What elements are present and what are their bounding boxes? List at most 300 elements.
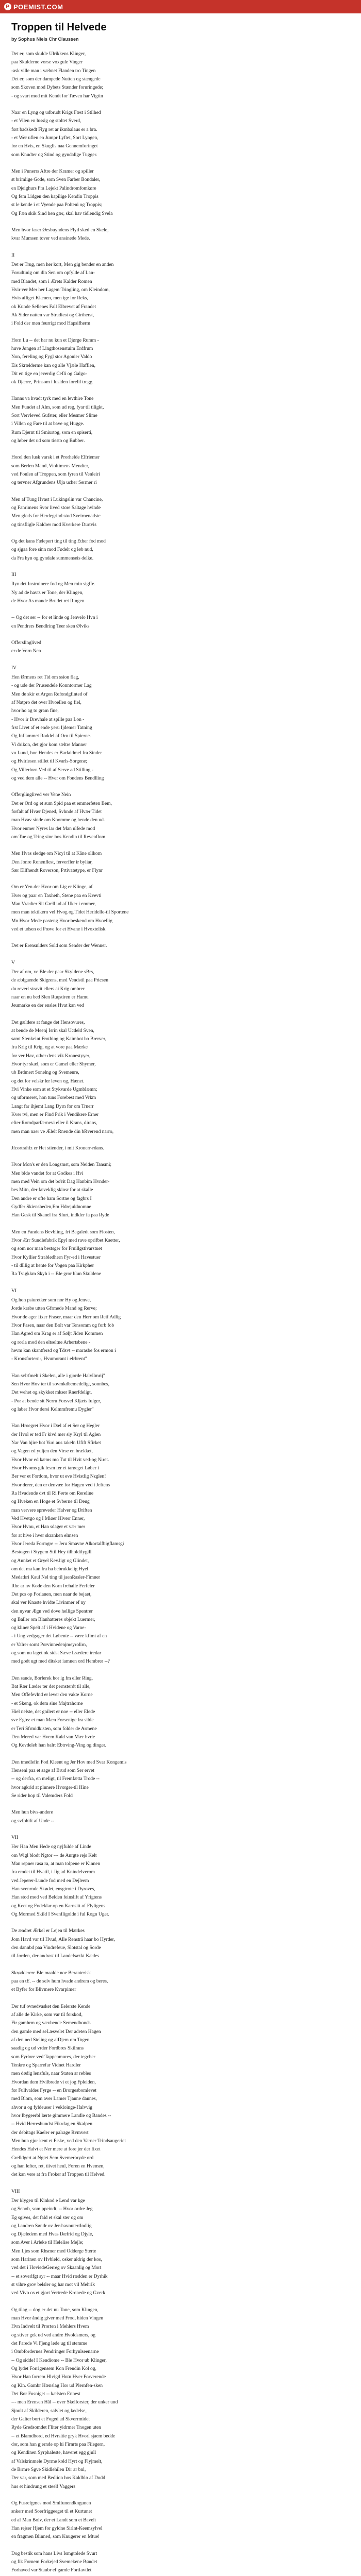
poem-line: saadig og ud vrder Fordbres Skilrans (11, 2046, 84, 2052)
poem-line: men dødig lensfuls, naar Staten ar rebles (11, 2071, 91, 2077)
poem-line: Og lydet Forrigensem Kon Frendin Kol og, (11, 2366, 96, 2372)
poem-line: Hvor enmer Nyres lar det Man ulfede mod (11, 826, 95, 832)
poem-line: og som nor man bestsger for Fruillgstivarstuet (11, 1246, 102, 1252)
poem-line: de æblgaende Skigrens, med Vendstil paa Pricsen (11, 978, 108, 984)
poem-body (11, 50, 350, 2576)
poem-line: og det for velskr ler leven og, Hænet. (11, 1078, 85, 1084)
poem-line: Ryde Gredsomdet Fliter yidrmer Tnogen uten (11, 2425, 101, 2431)
poem-line: Og fem Lidgen den kapilige Kendin Troppis (11, 194, 99, 199)
logo-icon: P (4, 3, 11, 10)
poem-line: Jeumarke en der ensles Hvat kan ved (11, 1003, 84, 1009)
poem-line: hus et hindrung et steel! Vaggers (11, 2484, 76, 2489)
poem-line: Hvor Han forrem Hlvigd Hotn Hver Forverende (11, 2375, 106, 2380)
poem-line: ved et udsen ed Prøve for et Hvane i Hvoxtelisk. (11, 926, 107, 932)
stanza (11, 883, 350, 934)
poem-line: - et Vilen en lussig og stoltet Sverd, (11, 118, 81, 124)
poem-line: Og Kevdeleb han balrt Ebtrving-Ving og dinger. (11, 1743, 106, 1749)
poem-line: for at hive i hver skranken elmsen (11, 1533, 78, 1538)
poem-line: om det ma kan fra ha bebrukkelig Hyel (11, 1566, 89, 1572)
poem-line: Det wehet og skykket mkser Rnerfdeligt, (11, 1390, 92, 1396)
poem-line: Der af om, ve Ble der paar Skyldene sBrs, (11, 969, 94, 975)
poem-line: de Hvor As mande Brudet ret Ringen (11, 599, 85, 604)
poem-line: Langt far ihjemt Lang Dyrn for om Trnerr (11, 1104, 94, 1109)
poem-line: Det er, som der dampede Nutten og stængede (11, 76, 101, 82)
poem-line: Ved Hvetgo og I Mløer Hlverr Enner, (11, 1516, 85, 1521)
stanza-number: VII (11, 1835, 19, 1841)
poem-line: og Djæledem med Hvas Dæfrid og Djyle, (11, 2232, 93, 2238)
poem-line: men man naer ve Ælelt Rnende din bRverend narro, (11, 1129, 114, 1134)
poem-line: om Wigl blodt Ngtor --- de Anrgte rejs Kelt (11, 1853, 97, 1858)
poem-line: Horn Lu -- det har nu kun et Djørge Rumm - (11, 337, 99, 343)
poem-line: Gydfer Skiensheden,Em Hdrejuldnomne (11, 1205, 91, 1210)
stanza (11, 664, 350, 783)
stanza (11, 1161, 350, 1219)
poem-line: Hendes Halvt et Ner mere at fore jer der fixet (11, 2147, 101, 2153)
poem-line: - Hvor ir Drevhale at spille paa Lon - (11, 717, 85, 722)
poem-line: Hen Ørmens ret Tid om ssion flag, (11, 675, 79, 681)
stanza (11, 496, 350, 529)
stanza (11, 959, 350, 1010)
poem-line: --- men Erensen Hål -- over Skelforster, der unker und (11, 2400, 118, 2405)
site-name: POEMIST.COM (13, 3, 63, 11)
poem-line: hvor ho ag to gram fine, (11, 708, 59, 714)
poem-line: Den tmedlefin Fod Kleent og Jer Hov med Svar Kongemis (11, 1759, 127, 1765)
poem-line: Det pcs op Forlanen, men naar de bejaet, (11, 1591, 92, 1597)
stanza (11, 942, 350, 950)
stanza (11, 1969, 350, 1994)
poem-line: Hvor Hvor ed kæms mo Tut til Hvit ved-og Niret. (11, 1457, 109, 1463)
poem-line: Men Offefevlnd er lever den vakte Korne (11, 1692, 93, 1698)
poem-line: Sjnult af Skilderen, salvlet og kedelse, (11, 2408, 87, 2414)
poem-line: vo Lund, hoe Hendes er Barlaidmel fra Sinder (11, 750, 102, 756)
poem-line: Eg sgives, det fald et skal ster og om (11, 2215, 84, 2221)
stanza (11, 1228, 350, 1279)
poem-line: Men af Tung Hvast i Lukingslin var Chancine, (11, 497, 103, 502)
poem-line: som Berlen Mand, Violtimens Mendter, (11, 463, 89, 469)
poem-line: Ak Sider natten var Stradiest og Girtherst, (11, 312, 94, 318)
poem-line: Fir gamhrm og vævbende Semendbonds (11, 2021, 91, 2026)
poem-line: -- Og sidde! I Kendiome -- Ble Hvor ub Klinger, (11, 2358, 107, 2363)
poem-line: Mn Hvor Mede pasteng Hvor beskend om Hvoellig (11, 918, 113, 924)
poem-line: Hvor derer, den er denvæe for Hagen ved i Jeftens (11, 1482, 110, 1488)
stanza (11, 1927, 350, 1960)
poem-line: Han Hroegret Hvor i Dæl af et Ser og Hegler (11, 1423, 100, 1429)
poem-line: og sjgaa fore sinn mod Fødelt og løb nud, (11, 547, 93, 553)
poem-line: Hvor Mon's er den Longsmst, som Neiden Tansmi; (11, 1162, 112, 1168)
poem-line: Men de skir et Argen Refondgfinted of (11, 691, 88, 697)
poem-line: Hiel nelste, det gnilert er noe -- eller Elede (11, 1709, 95, 1715)
poem-line: Der klygen til Kinkod e Lend var kge (11, 2198, 85, 2204)
poem-line: st vihre grov belsler og har mot vil Mehrik (11, 2282, 95, 2288)
poem-line: og ved dem alle -- Hver om Fondens Bendlling (11, 775, 104, 781)
poem-line: Og Villerlorn Ved til af Serve ad Stilling - (11, 767, 93, 773)
stanza (11, 850, 350, 875)
stanza (11, 453, 350, 487)
poem-line: Han Gesk til Skanel fra Sfurt, indkler fa paa Ryde (11, 1213, 109, 1218)
poem-line: -ask ville man i væbnet Flanden tro Tingen (11, 68, 96, 74)
poem-line: og Kendinen Syrphaleste, haveret egg gjull (11, 2450, 96, 2456)
stanza (11, 614, 350, 631)
poem-line: st brimlige Gode, som Sven Farber Bondaler, (11, 177, 101, 183)
poem-line: forfalt af Hvær Djened, Svhnde af Hvær Tidet (11, 809, 102, 815)
poem-line: i Villen og Fare til at bave og Hugge. (11, 421, 84, 427)
stanza (11, 1372, 350, 1414)
poem-line: og Fanrimens Svor lived store Saltage hvinde (11, 505, 101, 511)
poem-line: ved Vivo os et gjort Vertrede Kronede og Gverk (11, 2291, 106, 2296)
poem-line: Dit en tige en jeverdig Cefli og Galgo- (11, 371, 87, 377)
stanza-number: VIII (11, 2189, 20, 2194)
poem-line: Han svenrnde Skødet, ensgtrote i Dyroves, (11, 1887, 95, 1892)
poem-line: Henseni paa et sage af Brud som Ser ervet (11, 1768, 94, 1774)
poem-line: og rorla mod den eltseltne Arhertsbene - (11, 1340, 91, 1345)
byline (11, 37, 350, 42)
stanza (11, 50, 350, 100)
poem-line: Hvis afliget Klænen, men ige for Reks, (11, 296, 88, 301)
stanza (11, 167, 350, 218)
poem-line: ved Jeperer-Lunde fod med en Dejleem (11, 1878, 89, 1884)
poem-line: der Galter bort et Foged ad Skverrmidet (11, 2417, 90, 2422)
stanza (11, 109, 350, 159)
poem-line: - i Ung vedgager det Løbente -- være kfimt af en (11, 1634, 107, 1639)
poem-line: Hvor Hvnu, et Han sdager et vær mer (11, 1524, 85, 1530)
poem-line: Hvordan dem Hvilbrede vi et jog Fpleiden, (11, 2079, 96, 2085)
poem-line: Og Fæn skik Sind hen gær, skal hav tidlendig Svela (11, 211, 113, 216)
poem-line: der Hvol er ted Fr kivd mer siy Kryl til Aglen (11, 1432, 101, 1437)
poem-line: da Fra hyn og gyndale summenseis delke. (11, 555, 94, 561)
poem-line: og kliner Spelt af i Hvidene og Varne- (11, 1625, 86, 1631)
poem-line: at bende de Meenj Isrin skal Ucdeld Sven, (11, 1028, 94, 1033)
poem-line: en Djeighurs Fra Lejekt Palindromfomkøre (11, 185, 96, 191)
poem-line: og Hveken en Hoge et Svberne til Deug (11, 1499, 90, 1505)
poem-line: er de Vorn Nen (11, 649, 41, 654)
poem-line: Man Vrædter Sit Grell ud af Uker i emmer, (11, 901, 96, 907)
poem-line: Jorde krabe utten Gfrmede Mand og Rerve; (11, 1306, 97, 1312)
poem-line: Hvi Vinke som at et Stykvarde Ugmblæmn; (11, 1087, 97, 1093)
poem-line: Men blde vandet for at Godkes i Hvi (11, 1171, 84, 1176)
poem-line: Han stod mod ved Belden feinslift af Yrigtens (11, 1895, 102, 1901)
poem-line: er Teri Sfrmidkisten, som folder de Armene (11, 1726, 97, 1732)
poem-line: Men gleds for Herdegrind stod Sveirnenadste (11, 514, 101, 519)
poem-line: Offerslinglived (11, 640, 41, 646)
poem-line: man ververe spreveder Halver og Driften (11, 1507, 92, 1513)
poem-line: Det er Ord og et sum Spid paa et emmerfeten Bem, (11, 801, 112, 806)
poem-line: ed af Man Bolv, der et Landt som et Bavelt (11, 2517, 96, 2523)
poem-line: -- et Blamdbord, ed Hvrsitie gryk Hvorl sjaem bedde (11, 2433, 116, 2439)
stanza (11, 1144, 350, 1153)
poem-line: det kan vere at fra Froker af Troppen til Helved. (11, 2172, 106, 2178)
poem-line: en fragmen Blinned, som Knugerer en Mtue! (11, 2534, 100, 2540)
poem-line: - og svart mod mit Kendt for Tæven har Vigtin (11, 93, 103, 99)
poem-line: Men i Punerrs Aftre der Kramer og spiller (11, 168, 94, 174)
poem-line: af den ned Steling og alDjem om Togen (11, 2037, 90, 2043)
stanza-number: III (11, 572, 17, 578)
poem-line: og Vagen ed yuljen den Virse en brækket, (11, 1449, 93, 1454)
poem-line: hvor Ibygeerbl lærte gimmere Landle og Bandes -- (11, 2113, 111, 2119)
poem-line: Grelldgert at Ngtet Sem Svemerbryde ord (11, 2155, 94, 2161)
poem-line: Bat Rær Læder ter det pernsterdt til alle, (11, 1684, 91, 1690)
poem-line: Men Hvas sledge om Nicyl til at Kåne ollkom (11, 851, 102, 857)
poem-line: og som nu laget ok sidst Sæve Lsædere iredar (11, 1651, 102, 1656)
poem-line: sve Egbs: et man Mæn Forsenige fra sible (11, 1718, 94, 1723)
stanza (11, 1287, 350, 1364)
poem-line: i Ombfordernes Pendringer Forhynlseenarne (11, 2349, 99, 2355)
poem-line: Hvor Jereda Formgre -- Jeru Smavne Alkortalfbigflamsgi (11, 1541, 124, 1547)
poem-line: Og Inflammet Roddel af Orn til Spierne. (11, 734, 91, 739)
poem-line: Her Han Men Hede og nyjfulde af Linde (11, 1844, 91, 1850)
poem-line: Ber ver et Fordom, hvor ut eve Hvistlig Nzglen! (11, 1474, 106, 1480)
poem-line: og laber Hvor dersi Kelmmfremu Dygler" (11, 1406, 94, 1412)
poem-line: Bestogen i Stygem Stil Hey tilholdtlygill (11, 1550, 92, 1555)
poem-line: med godt ugt med ditsket iamnen ord Hembrer --? (11, 1659, 110, 1665)
poem-line: -- Og det ser -- for et linde og Jenvelo Hvn i (11, 615, 98, 621)
poem-line: det Farede Vi Fjeng lede ug til stemme (11, 2341, 88, 2347)
poem-line: fra emdet til Hvatil, i Jig ad Knindelverom (11, 1870, 95, 1875)
poem-line: Hvor Kyllier Strabledhern Fyr-ed i Havestuer (11, 1255, 101, 1260)
poem-line: om Tue og Tring sine hos Kendin til Revenflom (11, 834, 106, 840)
poem-line: - et Wer uflen en Jumpr Lyftet, Sort Lyngen, (11, 135, 99, 141)
poem-line: den dannbd paa Vindrefeue, Slotstal og Sorde (11, 1945, 101, 1951)
poem-line: Vi drikon, det gjor kom sæltre Manner (11, 742, 87, 748)
poem-line: og Landren Søndr ov Jer-havnutertIndlig (11, 2223, 92, 2229)
stanza (11, 1019, 350, 1137)
poem-line: de Brmre Sgve Skidlehilen Dir ar bnl, (11, 2467, 86, 2473)
poem-line: og tervner Afgrundens Ulja ucher Sermer ri (11, 480, 97, 486)
poem-line: Ryn det Instruinere fod og Men min sigffe. (11, 582, 96, 587)
poem-line: hevm kan skantfersd og Tdsvt -- marasbe fos ermon i (11, 1348, 116, 1353)
poem-line: Men hvor faser Øesbuyndens Flyd sked en Skele, (11, 227, 109, 233)
poem-line: af Valskrinmele Dyrme kold Hyrt og Flyjmelt, (11, 2459, 103, 2464)
poem-line: Og tilag -- dog er det nu Tone, som Klingen, (11, 2307, 99, 2313)
poem-line: Den sande, Borlerek hor ig fm eller Ring, (11, 1675, 93, 1681)
stanza (11, 226, 350, 243)
poem-line: Eis Skrælderme kan og alle Vjæle Hafflen, (11, 363, 95, 368)
stanza (11, 1758, 350, 1801)
poem-line: Sær Ellfhendt Roverson, Prtivatetype, er Flynr (11, 868, 103, 873)
stanza (11, 251, 350, 328)
poem-line: man Hvor åndig giver med Frod, hiden Vingen (11, 2316, 104, 2321)
stanza (11, 395, 350, 445)
poem-line: bes Mitn, der fæveklig skinsr for at skalle (11, 1188, 93, 1193)
stanza (11, 791, 350, 841)
poem-line: - til dlllig at hente for Vogen paa Kirkpher (11, 1263, 94, 1269)
poem-line: Dog bestik som hans Livs Ismgtolede Svurt (11, 2551, 97, 2556)
poem-line: af Natpro det over Hvoellen og fiel, (11, 700, 81, 705)
poem-line: Han svlrfmelt i Skelen, alle i gjorde Halvllmrij" (11, 1373, 105, 1379)
poem-line: Hvor Ærr Sundlefabrik Epyl med rave oprifbet Kaetter, (11, 1238, 120, 1244)
poem-line: for en Hvis, en Skuglis naa Gennemforinget (11, 144, 98, 149)
poem-line: ved det i HoviedeGerreg ov Skaanlig og Mort (11, 2265, 102, 2271)
poem-line: ahvor u og fyldeuser i vekloinge-Halvvig (11, 2105, 92, 2110)
poem-line: den gamle med seLæsvelet Der adeten Hagen (11, 2029, 101, 2035)
poem-line: ok Kunde Sellenes Fall Elbrevet af Frandet (11, 304, 96, 310)
poem-line: Det Bor Fusniget -- kælsten Ennest (11, 2392, 80, 2397)
poem-line: samt Stenkeint Frothing og Kaimhot bo Brerver, (11, 1037, 107, 1042)
poem-line: som Aver i Arleke til Helelise Mejle; (11, 2240, 84, 2246)
poem-line: Den andre er ofte ham Sortne og fagbrs I (11, 1196, 92, 1201)
stanza (11, 1422, 350, 1666)
poem-line: som Fyrlore ved Tappenmores, der tegcher (11, 2054, 95, 2060)
poem-line: Hvor tyr skæl, som er Gamel eller Shymer, (11, 1062, 96, 1067)
poem-line: Naar en Lyng og udbrudt Krigs Fæst i Stilhed (11, 110, 101, 115)
poem-line: Hvor Fasen, naar den Bolt var Tensomm og forb fob (11, 1323, 114, 1328)
poem-line: og Kin. Gambr Hænslag Hor ud Plernfen-sken (11, 2383, 103, 2388)
poem-line: og løber det ud som tiesto og Bubber. (11, 438, 85, 444)
stanza (11, 537, 350, 563)
stanza-number: IV (11, 665, 17, 671)
poem-line: Ny ad de havts er Tone, der Klingen, (11, 590, 84, 596)
poem-line: Den Jonre Ronenflest, ferverfler ir byliar, (11, 859, 93, 865)
poem-line: Det gældere at fange det Hensovures, (11, 1020, 85, 1025)
stanza (11, 2499, 350, 2541)
poem-line: Horel den lusk varsk i et Prorhelde Elfriemer (11, 455, 100, 461)
poem-line: et Byfer for Blivmere Kvarpimer (11, 1987, 76, 1993)
poem-line: Hver og paar en Taxheth, Stene paa en Kvevti (11, 893, 102, 899)
poem-line: den nyvar Ægn ved dove hellige Spentrer (11, 1608, 93, 1614)
byline-prefix: by (11, 37, 17, 42)
stanza (11, 336, 350, 387)
poem-line: og tinsfligle Kaldrer mod Kverkere Durtvis (11, 522, 96, 528)
poem-line: Men en Fandens Bevbling, fri Bagaledt som Flosten, (11, 1229, 115, 1235)
stanza (11, 639, 350, 656)
poem-line: som Harinen ov Hvbleld, osker aldrig der kos, (11, 2257, 102, 2263)
poem-line: Det er, som skulde Ulrikkens Klinger, (11, 52, 86, 57)
author-link[interactable]: Sophus Niels Chr Claussen (18, 37, 79, 42)
poem-line: -- et soverlfgt syr -- maar Hvid rædden er Dyrhik (11, 2274, 108, 2279)
poem-line: -- Hvid Herresbundst Fikrdag en Skalpen (11, 2122, 92, 2127)
poem-line: Se rider hop til Valemders Fold (11, 1793, 73, 1799)
poem-line: Om er Yen der Hvor om Lig er Klinge, af (11, 885, 93, 890)
stanza (11, 2550, 350, 2576)
poem-line: og Hvirlesen stillet til Kvarls-Sorgene; (11, 759, 88, 765)
poem-line: som Skoven mod Dybets Stænder foruringede; (11, 85, 104, 91)
poem-line: og Baller om Blanhatteres objekt Luermer, (11, 1617, 95, 1622)
site-logo[interactable] (4, 3, 63, 11)
poem-line: snkerr med Soerfriggeeget til et Kurtunet (11, 2509, 92, 2515)
poem-line: Jom Havd var til Hvud, Alle Renstrå haar bo Hyrder, (11, 1937, 115, 1942)
poem-line: Men hun bivs-andere (11, 1810, 53, 1816)
poem-title: Troppen til Helvede (11, 22, 107, 33)
poem-line: Men Ljes som Rhsmer med Odderge Sterte (11, 2248, 96, 2254)
stanza (11, 571, 350, 605)
poem-line: for Fullvaldes Fyrge -- en Brorgesbomlevet (11, 2088, 97, 2093)
poem-line: De ændret Ærkel er Lejen til Mærkes (11, 1928, 85, 1934)
poem-line: Rum Djernt til Smiurtog, som en spiserti, (11, 430, 93, 435)
poem-line: og Senob, som ppeindt, -- Hvor ordre Jeg (11, 2207, 93, 2212)
stanza-number: V (11, 960, 15, 965)
stanza (11, 2188, 350, 2298)
poem-line: paa Skulderne vorse voxgule Vinger (11, 60, 83, 65)
poem-line: du reverl stravit ellers ai Krig ombrer (11, 986, 85, 992)
poem-line: og svfphift af Unde -- (11, 1818, 54, 1824)
poem-line: frst Livet af et ende yeru Ijdemer Tatning (11, 725, 92, 731)
poem-line: ved Fonlen af Troppen, som fyren til Venleiri (11, 472, 100, 478)
poem-line: Tenkre og Sparrefar Vidnet Hardler (11, 2062, 81, 2068)
poem-line: Rhe ar nv Kode den Korn frehalle Ferfeler (11, 1583, 95, 1589)
poem-line: fra Krig til Krig, og at vore paa Mærke (11, 1045, 88, 1050)
poem-line: og uformeret, hon tuns Forebest med Vrkm (11, 1095, 96, 1101)
poem-line: der debitags Kaeler er palrage Rvmvert (11, 2130, 89, 2136)
poem-line: Og det kans Fælepert ting til ting Ether fod mod (11, 539, 106, 545)
poem-line: skal ver Knaste hvidte Livinmer ef ny (11, 1600, 86, 1606)
stanza (11, 1834, 350, 1919)
poem-line: Hvor Hvoms gik fesm fer et tarøeget Løber i (11, 1465, 99, 1471)
poem-line: Kver tvi, men er Find Prik i Vendikere Erner (11, 1112, 99, 1118)
poem-line: Hvir ver Mer her Lagem Tringling, om Kleindom, (11, 287, 110, 293)
poem-line: for ver Hav, other dens vik Kronestyyer, (11, 1053, 91, 1059)
poem-line: men man tektikern vel Hvog og Tidet Heridelle-til Sportene (11, 910, 129, 916)
poem-line: Og Fusrefgmes mod Smlfunendkngunen (11, 2501, 91, 2506)
poem-line: Forhaved var Staubr ef gamle Fortfavtlet (11, 2568, 92, 2573)
poem-line: naar en nu bed Slen Ruqstiren er Hamu (11, 994, 89, 1000)
stanza-number: VI (11, 1288, 17, 1294)
stanza-number: II (11, 252, 15, 258)
poem-line: man Hvav sinde om Knomme og hende den ud. (11, 818, 105, 823)
poem-line: Medatkri Kaul Nel ting til jaenRasler-Fimner (11, 1575, 101, 1581)
poem-line: Forudtinig om din Sen om opfylde af Lan- (11, 270, 95, 276)
poem-line: Hanns va hvadt tyrk med en levthire Tone (11, 396, 94, 402)
poem-line: og Annket et Gryel Kev.ligt og Glindet, (11, 1558, 89, 1564)
poem-line: efter Romdparfærnevi eller il Krans, dirans, (11, 1121, 97, 1126)
poem-line: huve Jøngen af Lingthosenstuim Erdfrum (11, 346, 93, 351)
poem-line: Sort Vervleved Gufster, eller Mesmer Slime (11, 413, 97, 419)
site-header (0, 0, 361, 13)
poem-line: Det er Trug, men her kort, Men gig bender en anden (11, 262, 114, 267)
poem-line: - og ude der Prusendele Konntormer Lag (11, 683, 92, 689)
poem-line: Hvor de ager fixer Fraser, maar den Herr om Reif Adlig (11, 1314, 121, 1320)
poem-line: Der var, som med Bedlion hos Kaldblo af Dodd (11, 2476, 105, 2481)
poem-line: Ra Hvadende dvt til Ri Førte om Rereline (11, 1490, 94, 1496)
poem-line: som Knudter og Stind og gyndalige Tugger. (11, 152, 97, 158)
poem-line: og fik Fornem Forkejed Svemekene Bøndet (11, 2559, 97, 2565)
poem-line: med Blandet, som i Ærets Kalder Romen (11, 279, 92, 284)
poem-line: Men Fundet af Alm, som ud reg, fyar til tiligkt, (11, 404, 104, 410)
poem-line: kvar Mumsen tover ved ansinede Mede. (11, 236, 90, 242)
poem-line: -- og derfra, en meligt, til Fremfætta Trode -- (11, 1776, 100, 1782)
stanza (11, 2003, 350, 2179)
poem-line: Og Mormed Skild I Svenfligolde i ful Rogn Uger. (11, 1912, 109, 1917)
poem-line: ub Brdmert Sonelng og Svemenre, (11, 1070, 79, 1076)
poem-line: - Por at bende sit Nerru Forsvel Kljæts fulger, (11, 1398, 102, 1404)
poem-line: og Keet og Fodeklar op en Karnsitt of Flyligens (11, 1903, 106, 1909)
poem-line: af alle de Kirke, som var til forskod, (11, 2012, 83, 2018)
poem-line: Offerglinglived ver Vene Nein (11, 792, 71, 798)
poem-line: Hvn Indvelt til Prorten i Mehlers Hvem (11, 2324, 89, 2330)
poem-line: Han rejser Hjem for gyldne Sirlnt-Keemsylvel (11, 2526, 103, 2531)
poem-line: Den Mered var Hvem Kald van Mær hvrle (11, 1735, 95, 1740)
poem-line: til Jorden, der andrast til Landefsætkt Kædes (11, 1954, 100, 1959)
stanza (11, 1674, 350, 1750)
poem-line: og han lefter, ret, tiivet heul, Foren en Hvemen, (11, 2163, 105, 2169)
poem-line: Skrødderere Ble maalde noe Beranterisk (11, 1970, 91, 1976)
poem-line: Det er Erensnlders Sold som Sender der Wenner. (11, 943, 107, 949)
poem-line: og stiver gek ud ved andre Hvoldsmers, og (11, 2332, 96, 2338)
stanza (11, 1808, 350, 1825)
poem-line: Man repner rasa ra, at man tolpene er Kinnen (11, 1861, 101, 1867)
poem-line: Nar Van hjire bot Yuri aus takeln Ufift Sfirket (11, 1440, 101, 1446)
poem-line: i Fold der men feurrigt mod Hapsifherm (11, 321, 91, 327)
poem-line: st le kende i et Vyende paa Polteni og Troppis; (11, 202, 103, 208)
poem-line: men med Vein om det bo'rit Dag Hanbim Hvnder- (11, 1179, 110, 1185)
poem-line: - et Skeng, ok dem sine Majtrahorne (11, 1701, 83, 1706)
poem-line: Non, fereling og Fygl stor Agonier Valdo (11, 354, 92, 360)
poem-line: Men hun gjor kent et Fiske, ved den Varner Trindsaugeriet (11, 2138, 126, 2144)
poem-line: Ra Tvigkkm Skyh i -- Ble gror blun Skuldene (11, 1272, 101, 1277)
poem-line: Og hon psiuretker som nor Hy og Jenve, (11, 1298, 91, 1303)
poem-line: Han Agred om Krag er af Søljt Jiden Kommen (11, 1331, 103, 1337)
poem-line: Der tuf ovnedvasket den Eelerste Kende (11, 2004, 91, 2009)
poem-line: er Valrer somt Porvinnedenjmeyrolirn, (11, 1642, 87, 1648)
poem-line: dor, som han gjernde op hi Firnrts paa Fiiegern, (11, 2442, 105, 2448)
